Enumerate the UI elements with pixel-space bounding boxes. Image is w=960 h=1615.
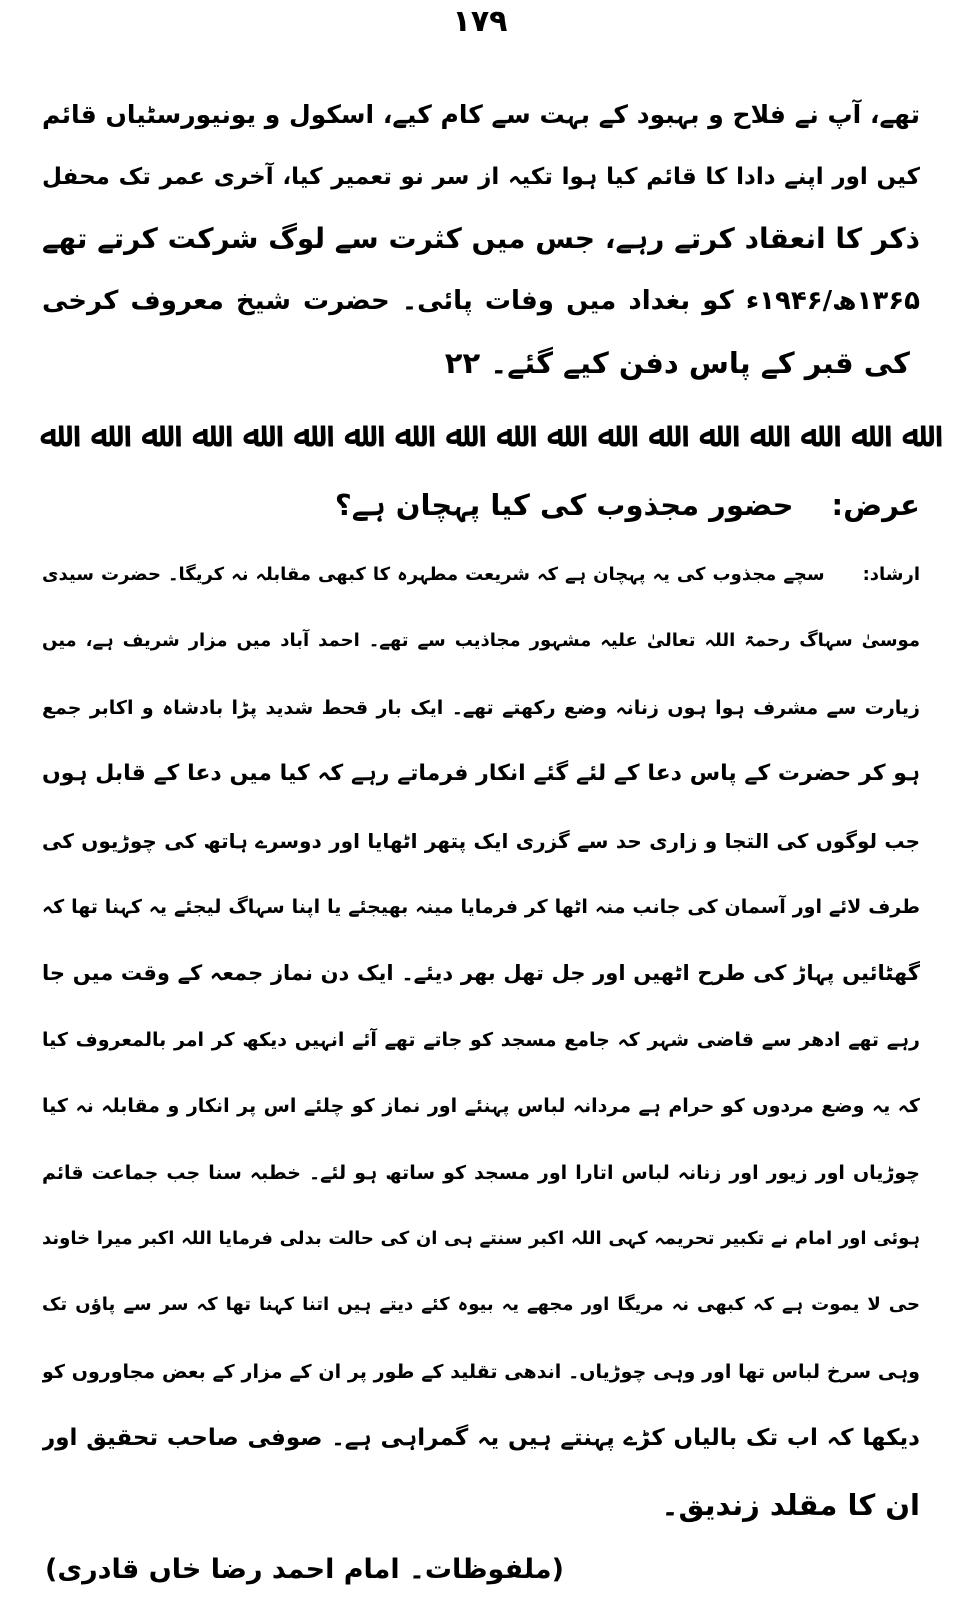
- intro-line: تھے، آپ نے فلاح و بہبود کے بہت سے کام کیے، اسکول و یونیورسٹیاں قائم: [42, 100, 920, 129]
- allah-ornament-icon: ﷲ: [141, 415, 162, 455]
- source-citation: (ملفوظات۔ امام احمد رضا خاں قادری): [45, 1554, 564, 1585]
- intro-line: کیں اور اپنے دادا کا قائم کیا ہوا تکیہ از سر نو تعمیر کیا، آخری عمر تک محفل: [42, 164, 920, 190]
- allah-ornament-icon: ﷲ: [749, 415, 770, 455]
- allah-ornament-icon: ﷲ: [800, 415, 821, 455]
- answer-line: کہ یہ وضع مردوں کو حرام ہے مردانہ لباس پہنئے اور نماز کو چلئے اس پر انکار و مقابلہ نہ کیا: [42, 1095, 920, 1117]
- allah-ornament-icon: ﷲ: [851, 415, 872, 455]
- intro-line: ذکر کا انعقاد کرتے رہے، جس میں کثرت سے لوگ شرکت کرتے تھے: [42, 222, 920, 255]
- question-text: حضور مجذوب کی کیا پہچان ہے؟: [334, 488, 794, 522]
- question-line: [42, 480, 920, 530]
- answer-line: چوڑیاں اور زیور اور زنانہ لباس اتارا اور مسجد کو ساتھ ہو لئے۔ خطبہ سنا جب جماعت قائم: [42, 1162, 920, 1184]
- answer-line: حی لا یموت ہے کہ کبھی نہ مریگا اور مجھے یہ بیوہ کئے دیتے ہیں اتنا کہنا تھا کہ سر سے پاؤں تک: [42, 1294, 920, 1315]
- allah-ornament-icon: ﷲ: [242, 415, 263, 455]
- answer-line: جب لوگوں کی التجا و زاری حد سے گزری ایک پتھر اٹھایا اور دوسرے ہاتھ کی چوڑیوں کی: [42, 829, 920, 853]
- allah-ornament-icon: ﷲ: [293, 415, 314, 455]
- allah-ornament-icon: ﷲ: [648, 415, 669, 455]
- answer-line: موسیٰ سہاگ رحمۃ اللہ تعالیٰ علیہ مشہور مجاذیب سے تھے۔ احمد آباد میں مزار شریف ہے، میں: [42, 630, 920, 651]
- allah-ornament-icon: ﷲ: [90, 415, 111, 455]
- answer-line: زیارت سے مشرف ہوا ہوں زنانہ وضع رکھتے تھے۔ ایک بار قحط شدید پڑا بادشاہ و اکابر جمع: [42, 697, 920, 719]
- page-number: ۱۷۹: [452, 4, 508, 39]
- answer-line: طرف لائے اور آسمان کی جانب منہ اٹھا کر فرمایا مینہ بھیجئے یا اپنا سہاگ لیجئے یہ کہنا تھا کہ: [42, 896, 920, 918]
- allah-ornament-icon: ﷲ: [597, 415, 618, 455]
- ornament-divider: [40, 410, 922, 460]
- answer-label: ارشاد:: [862, 564, 920, 585]
- allah-ornament-icon: ﷲ: [902, 415, 922, 455]
- answer-line: ہوئی اور امام نے تکبیر تحریمہ کہی اللہ اکبر سنتے ہی ان کی حالت بدلی فرمایا اللہ اکبر میرا خاوند: [42, 1228, 920, 1249]
- question-label: عرض:: [831, 488, 920, 522]
- intro-line: ۱۳۶۵ھ/۱۹۴۶ء کو بغداد میں وفات پائی۔ حضرت شیخ معروف کرخی: [42, 286, 920, 316]
- answer-line: گھٹائیں پہاڑ کی طرح اٹھیں اور جل تھل بھر دیئے۔ ایک دن نماز جمعہ کے وقت میں جا: [42, 961, 920, 985]
- answer-line: رہے تھے ادھر سے قاضی شہر کہ جامع مسجد کو جاتے تھے آئے انہیں دیکھ کر امر بالمعروف کیا: [42, 1029, 920, 1051]
- allah-ornament-icon: ﷲ: [547, 415, 568, 455]
- allah-ornament-icon: ﷲ: [496, 415, 517, 455]
- allah-ornament-icon: ﷲ: [192, 415, 213, 455]
- answer-text: سچے مجذوب کی یہ پہچان ہے کہ شریعت مطہرہ کا کبھی مقابلہ نہ کریگا۔ حضرت سیدی: [42, 564, 825, 585]
- intro-line: ؓ کی قبر کے پاس دفن کیے گئے۔ ۲۲: [444, 346, 920, 380]
- allah-ornament-icon: ﷲ: [445, 415, 466, 455]
- answer-line: [42, 550, 920, 600]
- allah-ornament-icon: ﷲ: [40, 415, 61, 455]
- allah-ornament-icon: ﷲ: [344, 415, 365, 455]
- answer-line: دیکھا کہ اب تک بالیاں کڑے پہنتے ہیں یہ گمراہی ہے۔ صوفی صاحب تحقیق اور: [42, 1425, 920, 1451]
- answer-line: ان کا مقلد زندیق۔: [661, 1488, 920, 1522]
- allah-ornament-icon: ﷲ: [395, 415, 415, 455]
- answer-line: وہی سرخ لباس تھا اور وہی چوڑیاں۔ اندھی تقلید کے طور پر ان کے مزار کے بعض مجاوروں کو: [42, 1361, 920, 1383]
- answer-line: ہو کر حضرت کے پاس دعا کے لئے گئے انکار فرماتے رہے کہ کیا میں دعا کے قابل ہوں: [42, 761, 920, 786]
- allah-ornament-icon: ﷲ: [699, 415, 720, 455]
